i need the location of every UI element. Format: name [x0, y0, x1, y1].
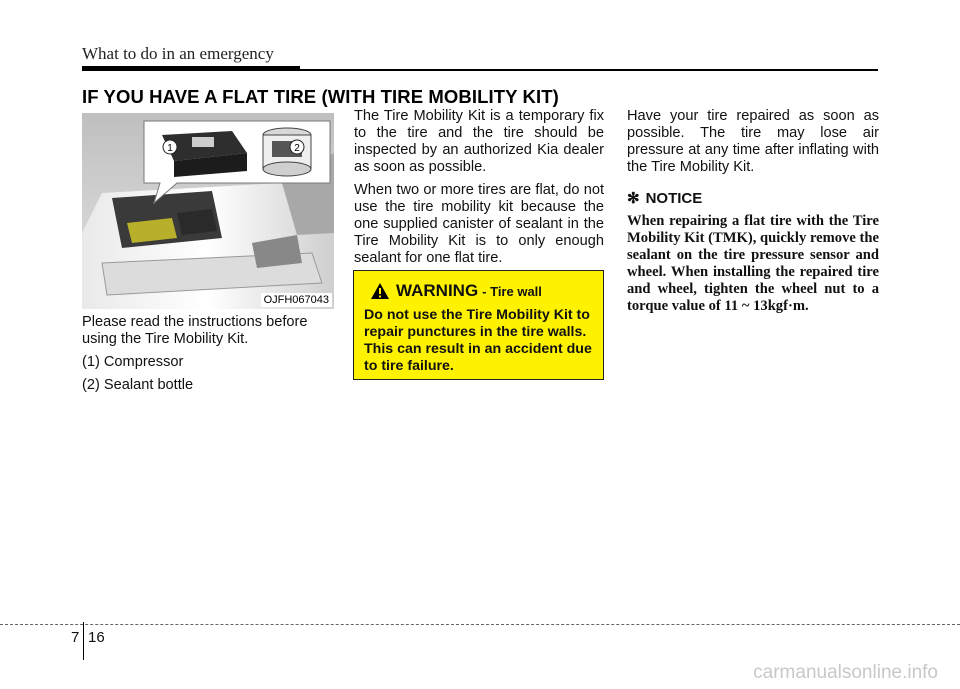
- header-title: What to do in an emergency: [82, 44, 274, 63]
- column-2: [354, 108, 604, 273]
- page-number: 16: [88, 629, 105, 646]
- paragraph-repair-soon: Have your tire repaired as soon as possible. The tire may lose air pressure at any time after inflating with the Tire Mobility Kit.: [627, 108, 879, 175]
- warning-body: Do not use the Tire Mobility Kit to repair punctures in the tire walls. This can result in an accident due to tire failure.: [364, 307, 592, 374]
- column-3: [627, 108, 879, 315]
- watermark: carmanualsonline.info: [753, 662, 938, 683]
- notice-title: NOTICE: [645, 190, 703, 207]
- paragraph-multiple-flats: When two or more tires are flat, do not use the tire mobility kit because the one supplied canister of sealant in the Tire Mobility Kit is to only enough sealant for one flat tire.: [354, 182, 604, 266]
- warning-subtitle: - Tire wall: [482, 283, 542, 299]
- intro-paragraph: Please read the instructions before using the Tire Mobility Kit.: [82, 314, 308, 347]
- header-rule: [82, 69, 878, 71]
- paragraph-temporary-fix: The Tire Mobility Kit is a temporary fix to the tire and the tire should be inspected by an authorized Kia dealer as soon as possible.: [354, 108, 604, 175]
- figure-code: OJFH067043: [261, 293, 332, 307]
- warning-header: [370, 279, 593, 303]
- warning-box: [353, 270, 604, 380]
- callout-number-2: 2: [294, 143, 300, 154]
- chapter-number: 7: [71, 629, 80, 646]
- column-1: [82, 314, 332, 400]
- notice-body: When repairing a flat tire with the Tire Mobility Kit (TMK), quickly remove the sealant on the tire pressure sensor and wheel. When installing the repaired tire and wheel, tighten the wheel nut to a torque value of 11 ~ 13kgf·m.: [627, 213, 879, 314]
- list-item-sealant-bottle: (2) Sealant bottle: [82, 377, 194, 393]
- notice-star-icon: ✻: [627, 190, 640, 207]
- section-title: IF YOU HAVE A FLAT TIRE (WITH TIRE MOBILITY KIT): [82, 86, 559, 107]
- list-item-compressor: (1) Compressor: [82, 354, 184, 370]
- page-divider: [83, 622, 84, 660]
- tire-mobility-kit-figure: [82, 113, 334, 309]
- car-trunk-illustration: [82, 113, 334, 309]
- callout-number-1: 1: [167, 143, 173, 154]
- notice-heading: [627, 190, 879, 207]
- footer-rule: [0, 624, 960, 625]
- warning-title: WARNING: [396, 281, 479, 300]
- warning-triangle-icon: [370, 282, 390, 300]
